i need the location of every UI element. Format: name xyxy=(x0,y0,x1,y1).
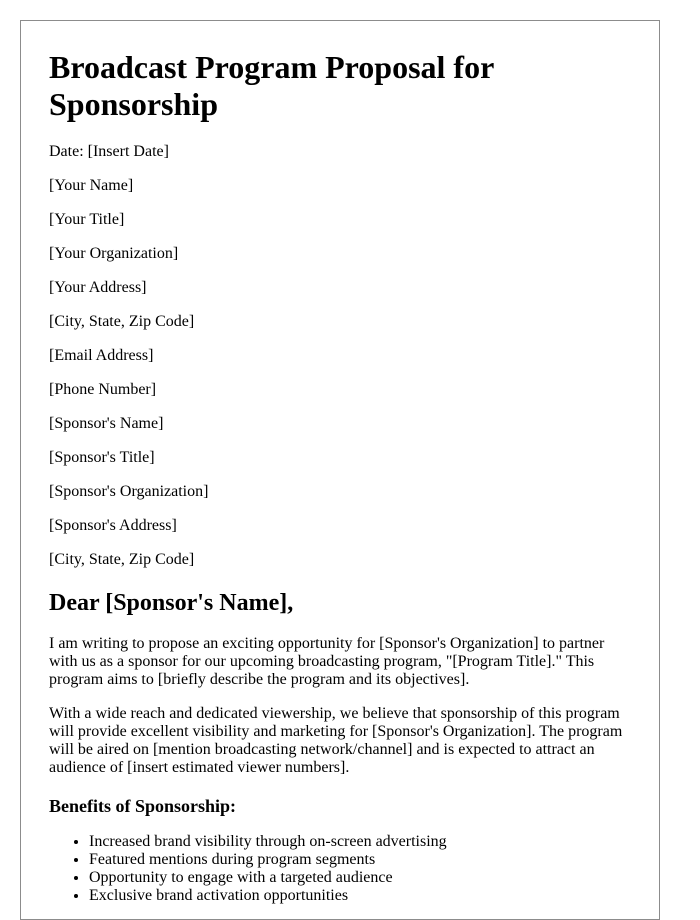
sponsor-address: [Sponsor's Address] xyxy=(49,517,177,534)
date-line: Date: [Insert Date] xyxy=(49,143,169,160)
letter-page xyxy=(20,20,660,920)
sender-city-state-zip: [City, State, Zip Code] xyxy=(49,313,195,330)
sponsor-name: [Sponsor's Name] xyxy=(49,415,164,432)
sender-organization: [Your Organization] xyxy=(49,245,179,262)
salutation: Dear [Sponsor's Name], xyxy=(49,590,294,616)
intro-paragraph: I am writing to propose an exciting opportunity for [Sponsor's Organization] to partner with us as a sponsor for our upcoming broadcasting program, "[Program Title]." This program aims to [briefly describe the program and its objectives]. xyxy=(49,635,605,688)
reach-paragraph: With a wide reach and dedicated viewership, we believe that sponsorship of this program will provide excellent visibility and marketing for [Sponsor's Organization]. The program will be aired on [mention broadcasting network/channel] and is expected to attract an audience of [insert estimated viewer numbers]. xyxy=(49,705,623,776)
sender-name: [Your Name] xyxy=(49,177,134,194)
sponsor-organization: [Sponsor's Organization] xyxy=(49,483,209,500)
list-item: • Opportunity to engage with a targeted audience xyxy=(89,869,631,887)
list-item: • Increased brand visibility through on-screen advertising xyxy=(89,833,631,851)
sender-email: [Email Address] xyxy=(49,347,154,364)
benefits-heading: Benefits of Sponsorship: xyxy=(49,796,237,816)
sender-title: [Your Title] xyxy=(49,211,125,228)
sender-phone: [Phone Number] xyxy=(49,381,157,398)
document-title: Broadcast Program Proposal for Sponsorship xyxy=(49,49,494,122)
sponsor-title: [Sponsor's Title] xyxy=(49,449,155,466)
list-item: • Exclusive brand activation opportunities xyxy=(89,887,631,905)
list-item: • Featured mentions during program segments xyxy=(89,851,631,869)
benefits-list xyxy=(49,833,631,905)
sender-address: [Your Address] xyxy=(49,279,147,296)
header-block xyxy=(49,143,631,569)
sponsor-city-state-zip: [City, State, Zip Code] xyxy=(49,551,195,568)
